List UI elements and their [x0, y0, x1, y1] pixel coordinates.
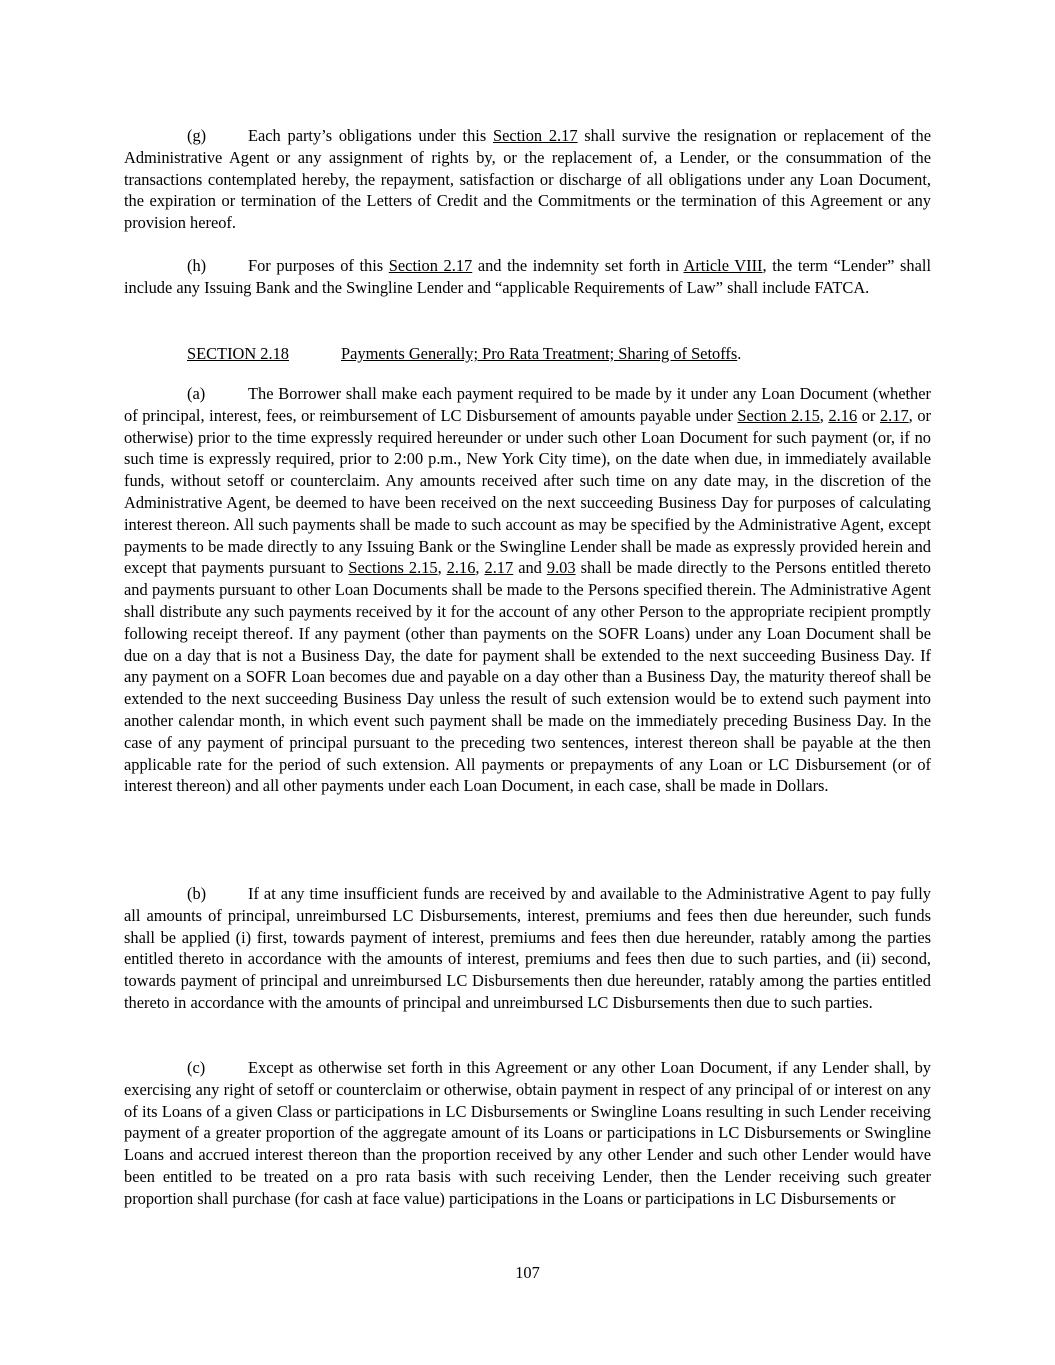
paragraph-text: If at any time insufficient funds are received by and available to the Administrative Agent to pay fully all amounts of principal, unreimbursed LC Disbursements, interest, premiums and fees then due hereunder, such funds shall be applied (i) first, towards payment of interest, premiums and fees then due hereunder, ratably among the parties entitled thereto in accordance with the amounts of interest, premiums and fees then due to such parties, and (ii) second, towards payment of principal and unreimbursed LC Disbursements then due hereunder, ratably among the parties entitled thereto in accordance with the amounts of principal and unreimbursed LC Disbursements then due to such parties. — [124, 884, 931, 1012]
paragraph-text: The Borrower shall make each payment required to be made by it under any Loan Document (whether of principal, interest, fees, or reimbursement of LC Disbursement of amounts payable under — [124, 384, 931, 425]
paragraph-text: shall be made directly to the Persons entitled thereto and payments pursuant to other Loan Documents shall be made to the Persons specified therein. The Administrative Agent shall distribute any such payments received by it for the account of any other Person to the appropriate recipient promptly following receipt thereof. If any payment (other than payments on the SOFR Loans) under any Loan Document shall be due on a day that is not a Business Day, the date for payment shall be extended to the next succeeding Business Day. If any payment on a SOFR Loan becomes due and payable on a day other than a Business Day, the maturity thereof shall be extended to the next succeeding Business Day unless the result of such extension would be to extend such payment into another calendar month, in which event such payment shall be made on the immediately preceding Business Day. In the case of any payment of principal pursuant to the preceding two sentences, interest thereon shall be payable at the then applicable rate for the period of such extension. All payments or prepayments of any Loan or LC Disbursement (or of interest thereon) and all other payments under each Loan Document, in each case, shall be made in Dollars. — [124, 558, 931, 796]
paragraph-text: , — [475, 558, 485, 578]
paragraph-c — [124, 1057, 931, 1210]
paragraph-b — [124, 883, 931, 1014]
section-number: SECTION 2.18 — [187, 344, 289, 363]
paragraph-text: Except as otherwise set forth in this Agreement or any other Loan Document, if any Lender shall, by exercising any right of setoff or counterclaim or otherwise, obtain payment in respect of any principal of or interest on any of its Loans of a given Class or participations in LC Disbursements or Swingline Loans resulting in such Lender receiving payment of a greater proportion of the aggregate amount of its Loans or participations in LC Disbursements or Swingline Loans and accrued interest thereon than the proportion received by any other Lender and such other Lender would have been entitled to be treated on a pro rata basis with such receiving Lender, then the Lender receiving such greater proportion shall purchase (for cash at face value) participations in the Loans or participations in LC Disbursements or — [124, 1058, 931, 1208]
page-number: 107 — [515, 1263, 540, 1282]
paragraph-label: (g) — [187, 126, 207, 145]
paragraph-text: or — [857, 405, 880, 425]
cross-reference: 9.03 — [546, 558, 576, 578]
paragraph-label: (c) — [187, 1058, 206, 1077]
paragraph-text: , the term “Lender” shall include any Issuing Bank and the Swingline Lender and “applicable Requirements of Law” shall include FATCA. — [124, 256, 931, 297]
paragraph-g — [124, 125, 931, 234]
section-title-period: . — [737, 344, 742, 363]
cross-reference: Article VIII — [683, 256, 763, 275]
paragraph-text: For purposes of this — [248, 256, 389, 275]
paragraph-text: , — [819, 405, 829, 425]
paragraph-a — [124, 383, 931, 797]
cross-reference: Sections 2.15 — [348, 558, 438, 578]
paragraph-text: shall survive the resignation or replacement of the Administrative Agent or any assignment of rights by, or the replacement of, a Lender, or the consummation of the transactions contemplated hereby, the repayment, satisfaction or discharge of all obligations under any Loan Document, the expiration or termination of the Letters of Credit and the Commitments or the termination of this Agreement or any provision hereof. — [124, 126, 931, 233]
paragraph-text: , or otherwise) prior to the time expressly required hereunder or under such other Loan Document for such payment (or, if no such time is expressly required, prior to 2:00 p.m., New York City time), on the date when due, in immediately available funds, without setoff or counterclaim. Any amounts received after such time on any date may, in the discretion of the Administrative Agent, be deemed to have been received on the next succeeding Business Day for purposes of calculating interest thereon. All such payments shall be made to such account as may be specified by the Administrative Agent, except payments to be made directly to any Issuing Bank or the Swingline Lender shall be made as expressly provided herein and except that payments pursuant to — [124, 405, 931, 578]
paragraph-h — [124, 255, 931, 299]
section-title: Payments Generally; Pro Rata Treatment; Sharing of Setoffs — [341, 344, 738, 363]
cross-reference: 2.17 — [879, 405, 909, 425]
paragraph-text: Each party’s obligations under this — [248, 126, 493, 145]
paragraph-label: (b) — [187, 884, 207, 903]
paragraph-text: and — [513, 558, 547, 578]
cross-reference: Section 2.15 — [737, 405, 820, 425]
cross-reference: 2.16 — [446, 558, 476, 578]
cross-reference: Section 2.17 — [388, 256, 473, 275]
cross-reference: Section 2.17 — [492, 126, 578, 145]
paragraph-text: and the indemnity set forth in — [472, 256, 684, 275]
paragraph-label: (a) — [187, 384, 206, 403]
cross-reference: 2.16 — [828, 405, 858, 425]
section-heading — [187, 343, 741, 365]
paragraph-label: (h) — [187, 256, 207, 275]
paragraph-text: , — [437, 558, 447, 578]
cross-reference: 2.17 — [484, 558, 514, 578]
